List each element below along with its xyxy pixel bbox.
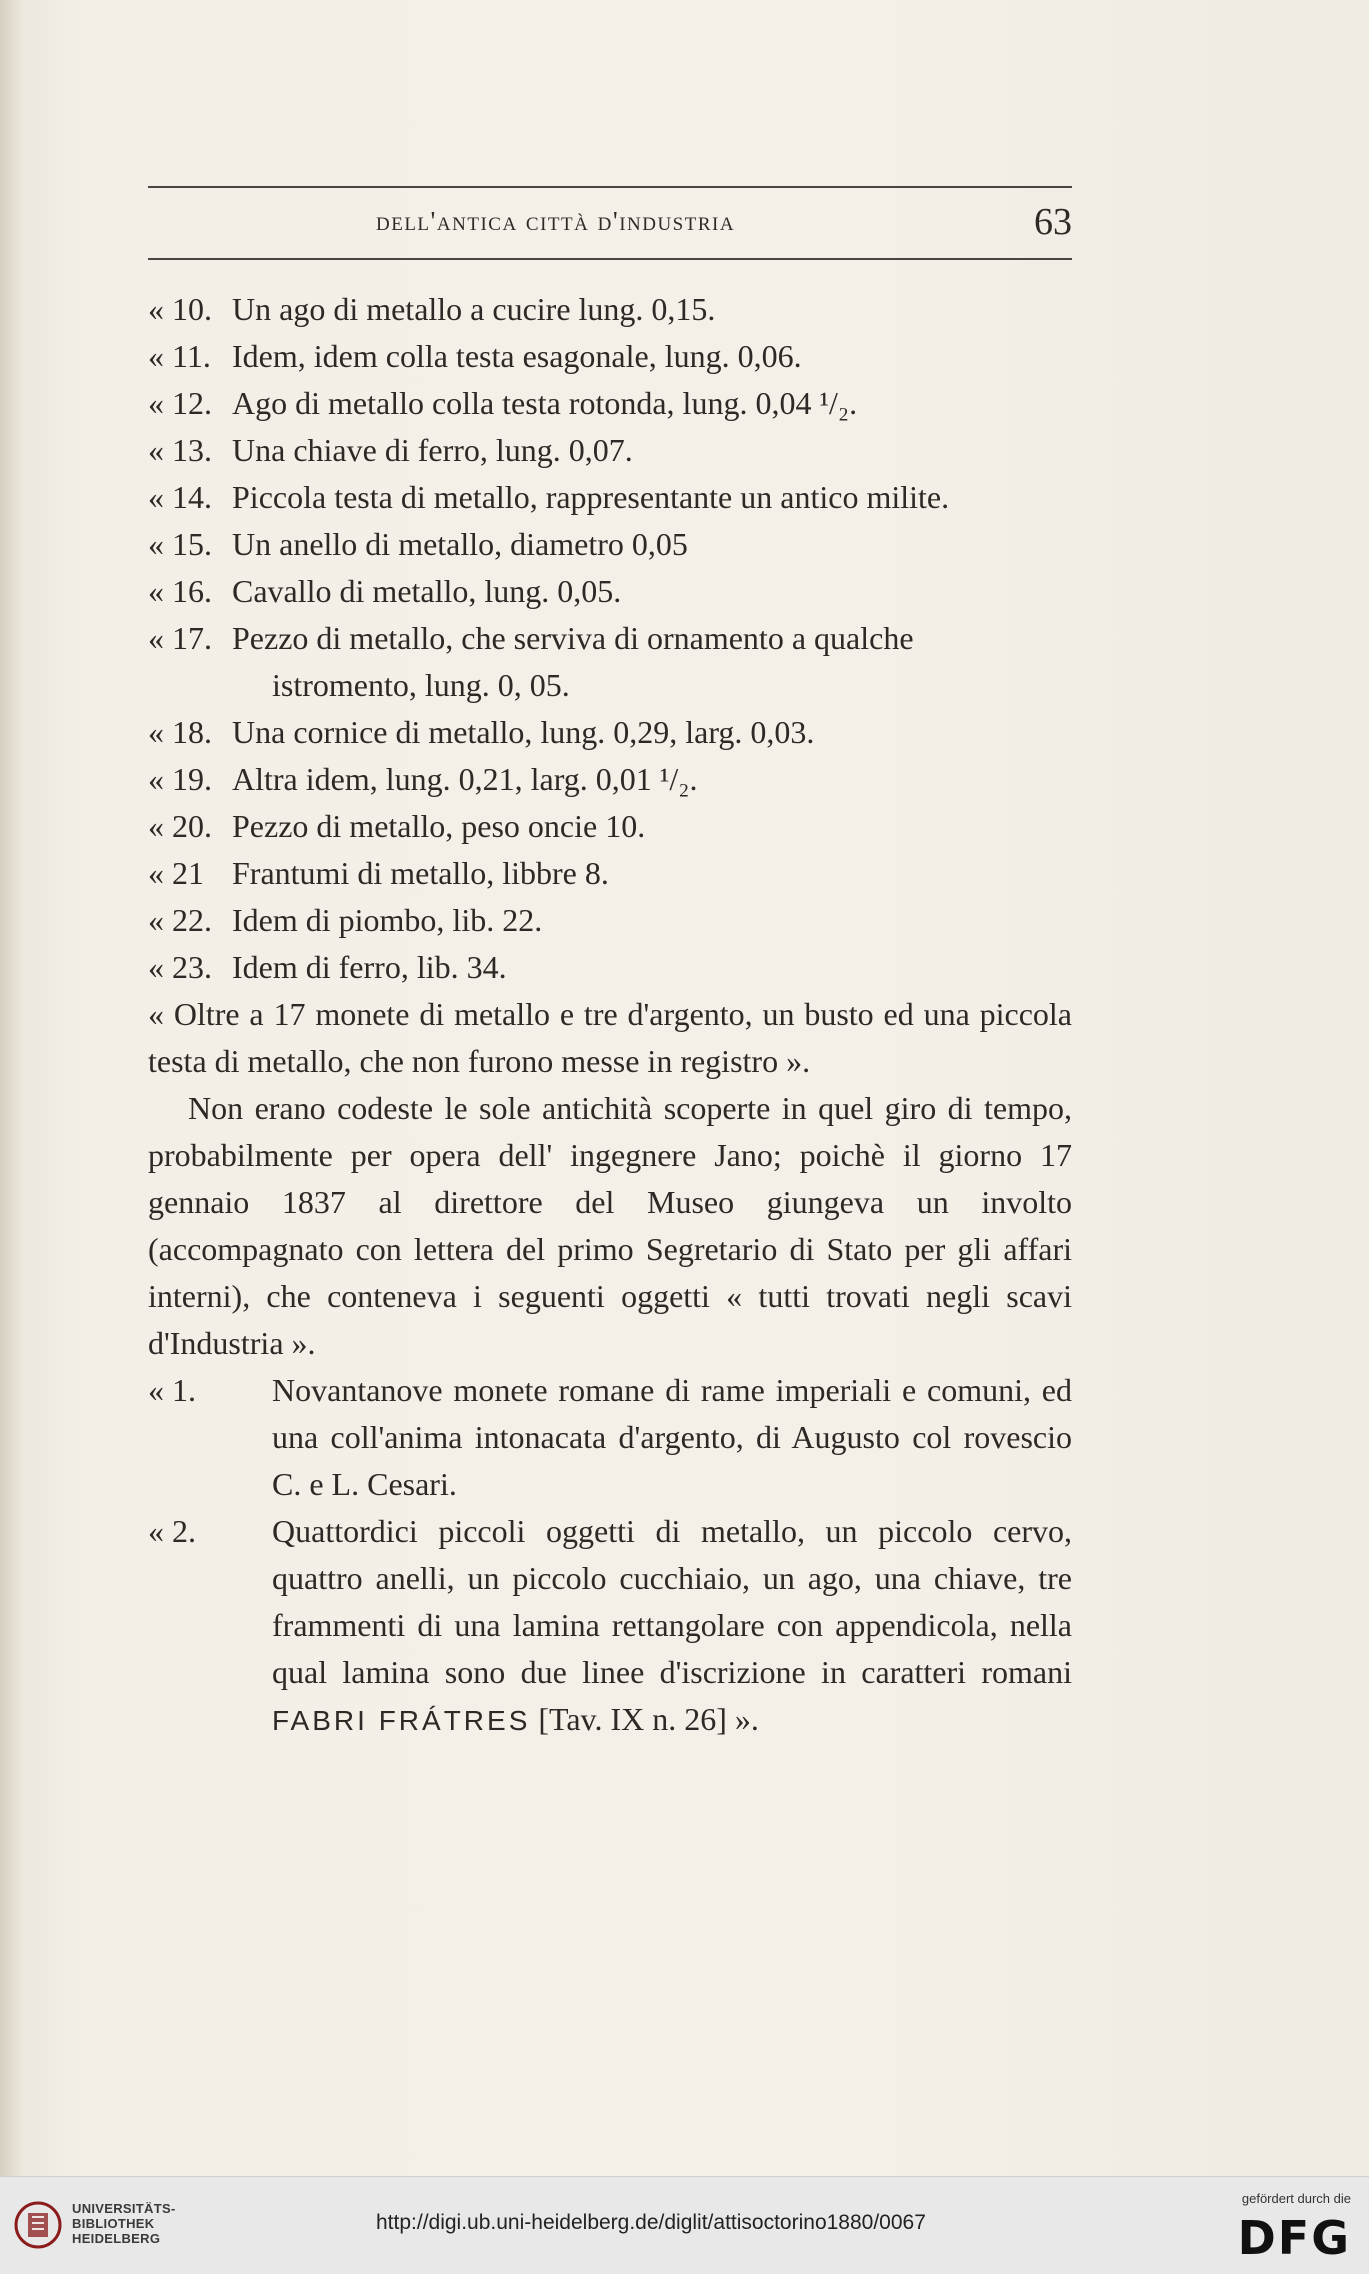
item-text: Idem di piombo, lib. 22. — [232, 902, 543, 938]
item-number: « 23. — [148, 949, 212, 985]
item-text: Frantumi di metallo, libbre 8. — [232, 855, 609, 891]
body-paragraph: Non erano codeste le sole antichità scoperte in quel giro di tempo, probabilmente per opera dell' ingegnere Jano; poichè il giorno 17 gennaio 1837 al direttore del Museo giungeva un involto (accompagnato con lettera del primo Segretario di Stato per gli affari interni), che conteneva i seguenti oggetti « tutti trovati negli scavi d'Industria ». — [148, 1090, 1072, 1361]
inventory-item — [148, 333, 1072, 380]
closing-quote: « Oltre a 17 monete di metallo e tre d'argento, un busto ed una piccola testa di metallo, che non furono messe in registro ». — [148, 996, 1072, 1079]
item-text: Una chiave di ferro, lung. 0,07. — [232, 432, 633, 468]
item-number: « 13. — [148, 432, 212, 468]
inventory-item — [148, 850, 1072, 897]
university-seal-icon — [14, 2199, 62, 2251]
item-number: « 15. — [148, 526, 212, 562]
digitization-footer — [0, 2176, 1369, 2274]
item-number: « 22. — [148, 902, 212, 938]
inventory-item — [148, 380, 1072, 427]
page-text — [148, 286, 1072, 1744]
item-text: Un ago di metallo a cucire lung. 0,15. — [232, 291, 716, 327]
item-number: « 11. — [148, 338, 211, 374]
item-text: Altra idem, lung. 0,21, larg. 0,01 ¹/₂. — [232, 761, 698, 797]
running-title: dell'antica città d'industria — [376, 206, 736, 236]
item-text: Piccola testa di metallo, rappresentante un antico milite. — [232, 479, 950, 515]
item-reference: [Tav. IX n. 26] ». — [538, 1701, 759, 1737]
inventory-list — [148, 286, 1072, 991]
funded-by-label: gefördert durch die — [1241, 2191, 1351, 2206]
header-rule-top — [148, 186, 1072, 188]
dfg-logo: DFG — [1237, 2211, 1351, 2265]
inventory-item — [148, 756, 1072, 803]
running-header — [148, 198, 1072, 254]
item-number: « 16. — [148, 573, 212, 609]
item-number: « 10. — [148, 291, 212, 327]
inventory-item — [148, 615, 1072, 709]
page-number: 63 — [1034, 201, 1072, 243]
source-url-link[interactable]: http://digi.ub.uni-heidelberg.de/diglit/attisoctorino1880/0067 — [376, 2211, 926, 2234]
item-text: Pezzo di metallo, peso oncie 10. — [232, 808, 646, 844]
item-number: « 12. — [148, 385, 212, 421]
item-text: Un anello di metallo, diametro 0,05 — [232, 526, 688, 562]
inventory-item — [148, 427, 1072, 474]
item-text-continuation: istromento, lung. 0, 05. — [272, 667, 570, 703]
item-text: Quattordici piccoli oggetti di metallo, un piccolo cervo, quattro anelli, un piccolo cucchiaio, un ago, una chiave, tre frammenti di una lamina rettangolare con appendicola, nella qual lamina sono due linee d'iscrizione in caratteri romani — [272, 1513, 1072, 1690]
library-name: UNIVERSITÄTS- BIBLIOTHEK HEIDELBERG — [72, 2201, 176, 2246]
item-number: « 17. — [148, 620, 212, 656]
item-number: « 21 — [148, 855, 204, 891]
inventory-item — [148, 944, 1072, 991]
inventory-item — [148, 286, 1072, 333]
inventory-item — [148, 568, 1072, 615]
item-text: Ago di metallo colla testa rotonda, lung. 0,04 ¹/₂. — [232, 385, 858, 421]
inscription-text: FABRI FRÁTRES — [272, 1705, 531, 1736]
item-text: Idem, idem colla testa esagonale, lung. 0,06. — [232, 338, 802, 374]
inventory-item — [148, 709, 1072, 756]
item-text: Pezzo di metallo, che serviva di ornamento a qualche — [232, 620, 914, 656]
item-number: « 14. — [148, 479, 212, 515]
item-number: « 1. — [148, 1372, 196, 1408]
item-number: « 2. — [148, 1513, 196, 1549]
item-text: Cavallo di metallo, lung. 0,05. — [232, 573, 622, 609]
inventory-item — [148, 897, 1072, 944]
item-number: « 19. — [148, 761, 212, 797]
inventory-item — [148, 803, 1072, 850]
item-text: Novantanove monete romane di rame imperiali e comuni, ed una coll'anima intonacata d'argento, di Augusto col rovescio C. e L. Cesari. — [272, 1372, 1072, 1502]
header-rule-bottom — [148, 258, 1072, 260]
object-item — [148, 1367, 1072, 1508]
item-text: Idem di ferro, lib. 34. — [232, 949, 507, 985]
second-inventory-list — [148, 1367, 1072, 1744]
inventory-item — [148, 521, 1072, 568]
item-number: « 18. — [148, 714, 212, 750]
page-gutter — [0, 0, 22, 2176]
item-number: « 20. — [148, 808, 212, 844]
item-text: Una cornice di metallo, lung. 0,29, larg. 0,03. — [232, 714, 815, 750]
object-item — [148, 1508, 1072, 1744]
inventory-item — [148, 474, 1072, 521]
